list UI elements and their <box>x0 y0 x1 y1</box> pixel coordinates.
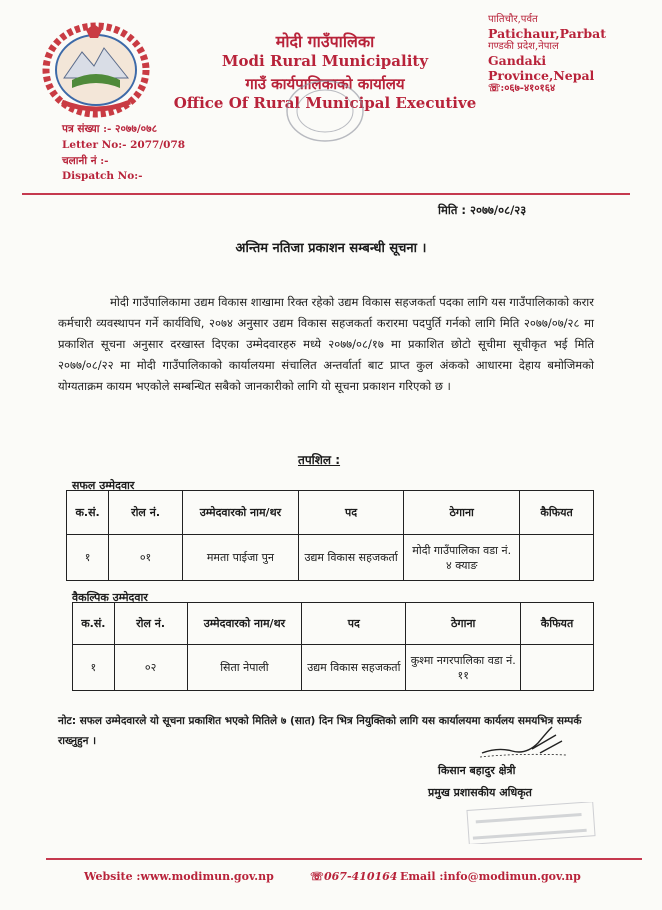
footer-email: Email :info@modimun.gov.np <box>400 870 581 883</box>
footer-phone: 067-410164 <box>324 870 398 883</box>
cell-post: उद्यम विकास सहजकर्ता <box>302 645 406 691</box>
cell-address: कुश्मा नगरपालिका वडा नं. ११ <box>406 645 521 691</box>
municipality-name-english: Modi Rural Municipality <box>221 52 429 70</box>
table-row <box>73 645 594 691</box>
column-header: ठेगाना <box>404 491 520 535</box>
office-address <box>488 14 658 95</box>
office-name-english: Office Of Rural Municipal Executive <box>173 94 477 112</box>
table-header-row <box>73 603 594 645</box>
signatory-post: प्रमुख प्रशासकीय अधिकृत <box>428 786 532 799</box>
office-seal-stamp <box>282 76 368 146</box>
table-header-row <box>67 491 594 535</box>
notice-title: अन्तिम नतिजा प्रकाशन सम्बन्धी सूचना । <box>235 241 427 256</box>
address-line: Patichaur,Parbat <box>488 26 606 41</box>
column-header: पद <box>302 603 406 645</box>
letter-number: Letter No:- 2077/078 <box>62 138 186 151</box>
notice-date: मिति : २०७७/०८/२३ <box>438 203 527 217</box>
address-line: Gandaki <box>488 53 547 68</box>
successful-candidates-label: सफल उम्मेदवार <box>72 479 135 492</box>
cell-remarks <box>520 535 594 581</box>
cell-sn: १ <box>67 535 109 581</box>
cell-post: उद्यम विकास सहजकर्ता <box>298 535 403 581</box>
cell-sn: १ <box>73 645 115 691</box>
cell-address: मोदी गाउँपालिका वडा नं. ४ क्याङ <box>404 535 520 581</box>
column-header: रोल नं. <box>109 491 183 535</box>
footer-divider <box>46 858 642 860</box>
chalani-number: चलानी नं :- <box>62 154 109 167</box>
cell-roll: ०२ <box>114 645 187 691</box>
cell-roll: ०१ <box>109 535 183 581</box>
address-line: पातिचौर,पर्वत <box>488 14 538 25</box>
table-row <box>67 535 594 581</box>
cell-name: ममता पाईजा पुन <box>182 535 298 581</box>
office-name-nepali: गाउँ कार्यपालिकाको कार्यालय <box>245 75 405 93</box>
nepal-emblem-logo <box>42 22 150 118</box>
column-header: उम्मेदवारको नाम/थर <box>187 603 302 645</box>
phone-number: ☏:०६७-४१०१६४ <box>488 83 556 94</box>
letter-reference <box>62 122 282 185</box>
municipality-name-nepali: मोदी गाउँपालिका <box>275 32 375 51</box>
signatory-name: किसान बहादुर क्षेत्री <box>438 764 516 777</box>
column-header: कैफियत <box>521 603 594 645</box>
notice-body: मोदी गाउँपालिकामा उद्यम विकास शाखामा रिक्त रहेको उद्यम विकास सहजकर्ता पदका लागि यस गाउँपालिकाको करार कर्मचारी व्यवस्थापन गर्ने कार्यविधि, २०७४ अनुसार उद्यम विकास सहजकर्ता करारमा पदपुर्ति गर्नको लागि मिति २०७७/०७/२८ मा प्रकाशित सूचना अनुसार दरखास्त दिएका उम्मेदवारहरु मध्ये २०७७/०८/१७ मा प्रकाशित छोटो सूचीमा सूचीकृत भई मिति २०७७/०८/२२ मा मोदी गाउँपालिकाको कार्यालयमा संचालित अन्तर्वार्ता बाट प्राप्त कुल अंकको आधारमा देहाय बमोजिमको योग्यताक्रम कायम भएकोले सम्बन्धित सबैको जानकारीको लागि यो सूचना प्रकाशन गरिएको छ । <box>58 295 594 393</box>
column-header: रोल नं. <box>114 603 187 645</box>
alternate-candidates-label: वैकल्पिक उम्मेदवार <box>72 591 148 604</box>
successful-candidates-table <box>66 490 594 581</box>
column-header: उम्मेदवारको नाम/थर <box>182 491 298 535</box>
signatory-name-stamp <box>462 802 602 844</box>
column-header: क.सं. <box>67 491 109 535</box>
note-text: नोट: सफल उम्मेदवारले यो सूचना प्रकाशित भएको मितिले ७ (सात) दिन भित्र नियुक्तिको लागि यस कार्यालयमा कार्यलय समयभित्र सम्पर्क राख्नुहुन । <box>58 715 582 747</box>
patra-sankhya: पत्र संख्या :- २०७७/०७८ <box>62 123 158 135</box>
phone-icon: ☏ <box>310 870 324 883</box>
dispatch-number: Dispatch No:- <box>62 170 143 183</box>
column-header: ठेगाना <box>406 603 521 645</box>
column-header: क.सं. <box>73 603 115 645</box>
signature-mark <box>478 723 568 761</box>
cell-name: सिता नेपाली <box>187 645 302 691</box>
address-line: गण्डकी प्रदेश,नेपाल <box>488 41 559 52</box>
details-heading: तपशिल : <box>298 453 341 467</box>
column-header: पद <box>298 491 403 535</box>
address-line: Province,Nepal <box>488 68 595 83</box>
column-header: कैफियत <box>520 491 594 535</box>
footer-website: Website :www.modimun.gov.np <box>84 870 274 883</box>
alternate-candidates-table <box>72 602 594 691</box>
header-divider <box>22 193 630 195</box>
cell-remarks <box>521 645 594 691</box>
